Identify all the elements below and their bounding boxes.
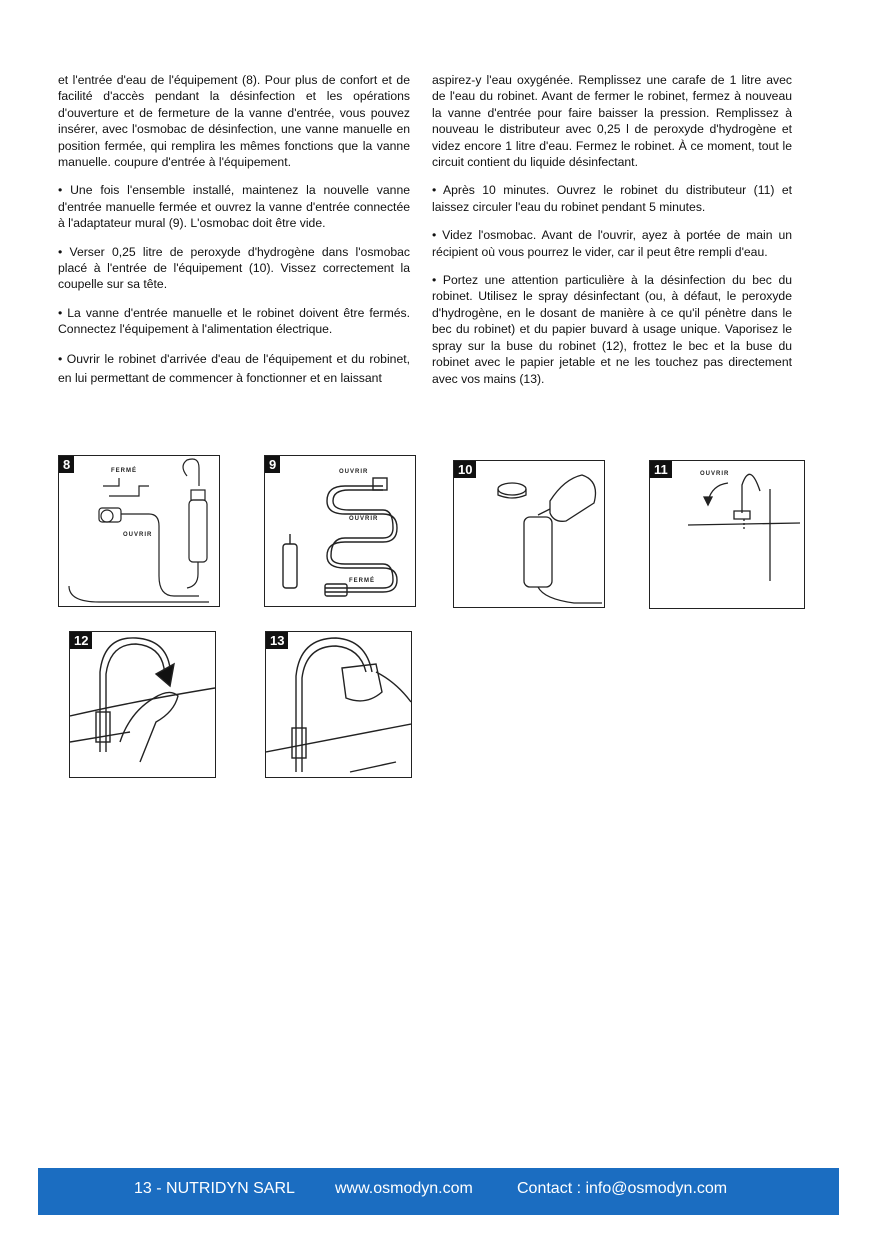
paragraph: • Videz l'osmobac. Avant de l'ouvrir, ayez à portée de main un récipient où vous pourrez le vider, car il peut être rempli d'eau. [432,228,792,259]
right-text-column [432,72,792,399]
pour-peroxide-illustration [454,461,604,607]
label-open: OUVRIR [700,471,730,477]
paragraph: • La vanne d'entrée manuelle et le robinet doivent être fermés. Connectez l'équipement à l'alimentation électrique. [58,305,410,337]
paragraph: • Après 10 minutes. Ouvrez le robinet du distributeur (11) et laissez circuler l'eau du robinet pendant 5 minutes. [432,183,792,214]
wipe-faucet-illustration [266,632,411,777]
left-text-column [58,72,410,400]
paragraph: • Une fois l'ensemble installé, maintenez la nouvelle vanne d'entrée manuelle fermée et ouvrez la vanne d'entrée connectée à l'adaptateur mural (9). L'osmobac doit être vide. [58,183,410,231]
figure-10 [453,460,605,608]
valve-osmobac-illustration [59,456,219,606]
label-open: OUVRIR [349,516,379,522]
contact-email[interactable]: Contact : info@osmodyn.com [517,1180,728,1197]
paragraph: • Ouvrir le robinet d'arrivée d'eau de l'équipement et du robinet, en lui permettant de commencer à fonctionner et en laissant [58,351,410,385]
figure-12 [69,631,216,778]
spray-faucet-illustration [70,632,215,777]
open-faucet-illustration [650,461,804,608]
website-link[interactable]: www.osmodyn.com [335,1180,473,1197]
label-closed: FERMÉ [349,578,375,584]
label-open: OUVRIR [339,469,369,475]
figure-number: 12 [70,632,92,649]
footer-bar [38,1168,839,1215]
figure-9 [264,455,416,607]
figure-number: 10 [454,461,476,478]
paragraph: • Portez une attention particulière à la désinfection du bec du robinet. Utilisez le spray désinfectant (ou, à défaut, le peroxyde d'hydrogène, en le dosant de manière à ce qu'il pénètre dans le bec du robinet) et du papier buvard à usage unique. Vaporisez le spray sur la buse du robinet (12), frottez le bec et la buse du robinet avec le papier jetable et ne les touchez pas directement avec vos mains (13). [432,273,792,386]
label-closed: FERMÉ [111,468,137,474]
figure-13 [265,631,412,778]
figure-number: 13 [266,632,288,649]
paragraph: et l'entrée d'eau de l'équipement (8). Pour plus de confort et de facilité d'accès pendant la désinfection et les opérations d'ouverture et de fermeture de la vanne d'entrée, vous pouvez insérer, avec l'osmobac de désinfection, une vanne manuelle en position fermée, qui remplira les mêmes fonctions que la vanne manuelle. coupure d'entrée à l'équipement. [58,73,410,170]
figure-number: 9 [265,456,280,473]
figure-number: 8 [59,456,74,473]
figure-11 [649,460,805,609]
figure-8 [58,455,220,607]
label-open: OUVRIR [123,532,153,538]
page-number-company: 13 - NUTRIDYN SARL [134,1180,295,1197]
paragraph: aspirez-y l'eau oxygénée. Remplissez une carafe de 1 litre avec de l'eau du robinet. Avant de fermer le robinet, fermez à nouveau la vanne d'entrée pour faire baisser la pression. Remplissez à nouveau le distributeur avec 0,25 l de peroxyde d'hydrogène et videz encore 1 litre d'eau. Fermez le robinet. À ce moment, tout le circuit contient du liquide désinfectant. [432,73,792,170]
coiled-tube-illustration [265,456,415,606]
figure-number: 11 [650,461,672,478]
paragraph: • Verser 0,25 litre de peroxyde d'hydrogène dans l'osmobac placé à l'entrée de l'équipement (10). Vissez correctement la coupelle sur sa tête. [58,244,410,292]
